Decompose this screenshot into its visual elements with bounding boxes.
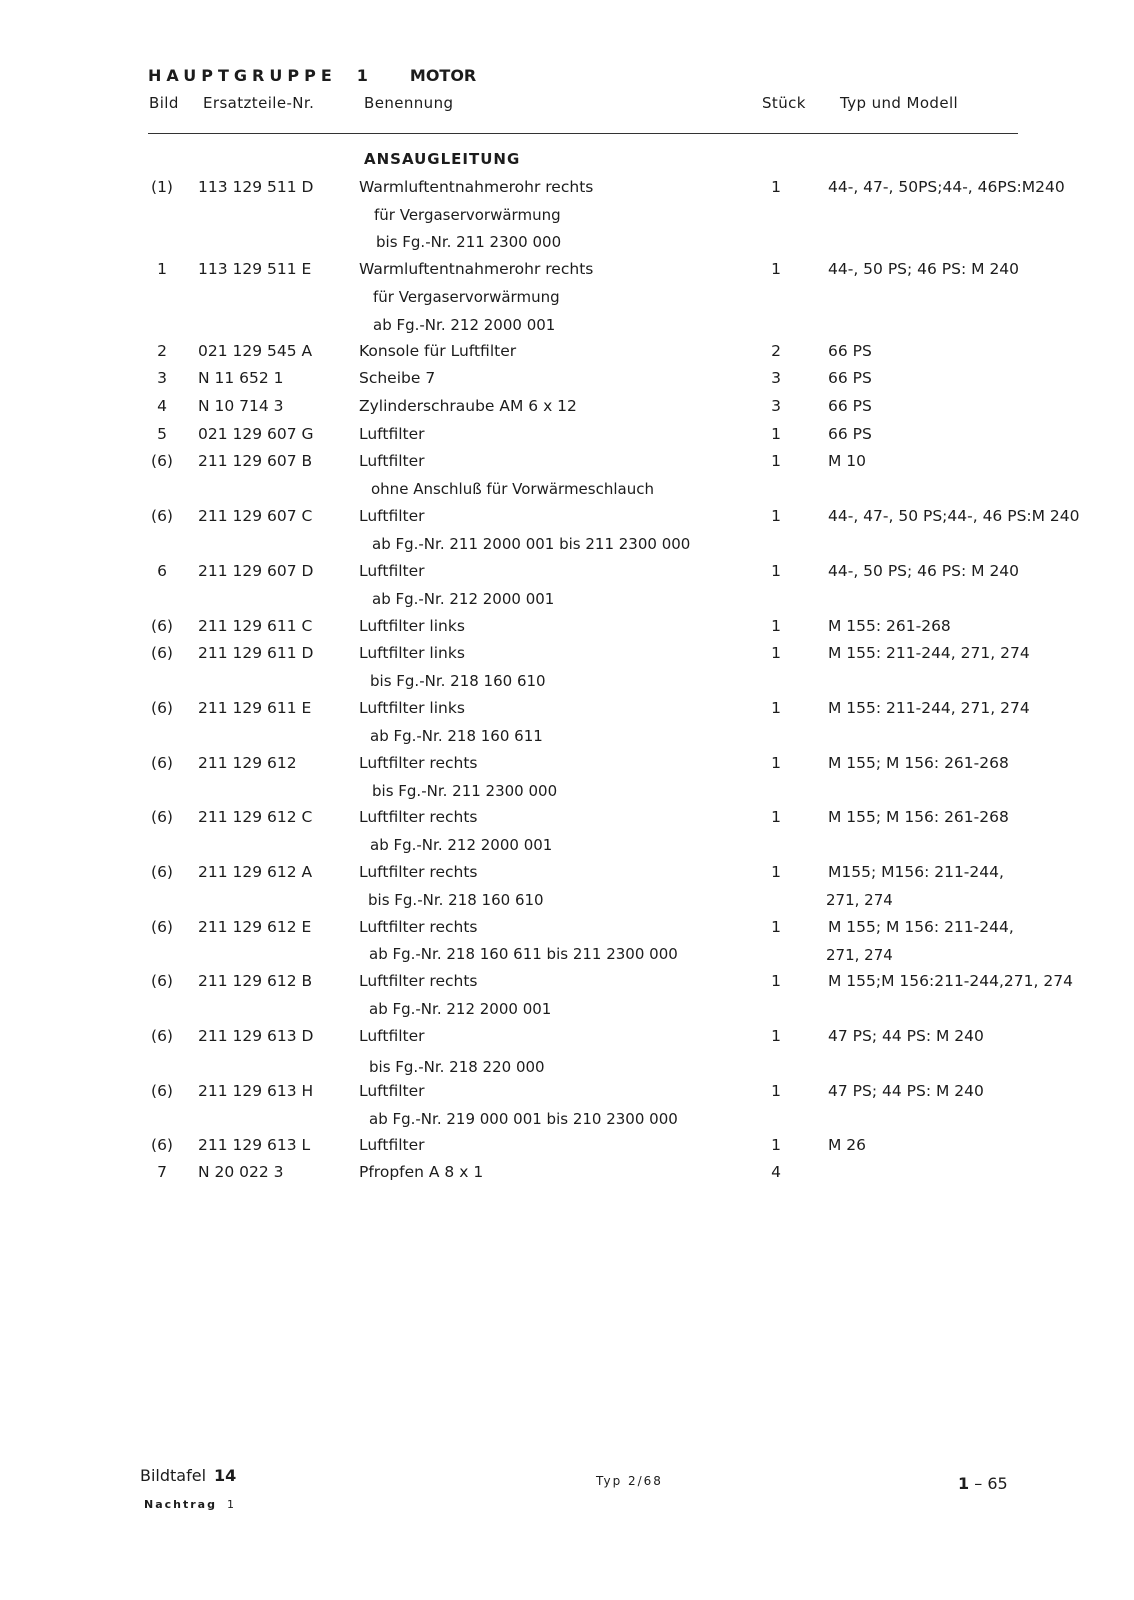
table-row bbox=[0, 972, 1134, 998]
row-type: M 155: 211-244, 271, 274 bbox=[828, 699, 1030, 717]
table-row bbox=[0, 369, 1134, 395]
row-description: Luftfilter bbox=[359, 1027, 425, 1045]
row-part-number: 113 129 511 D bbox=[198, 178, 314, 196]
row-type: M 155;M 156:211-244,271, 274 bbox=[828, 972, 1073, 990]
row-description: Zylinderschraube AM 6 x 12 bbox=[359, 397, 577, 415]
row-type: 44-, 47-, 50 PS;44-, 46 PS:M 240 bbox=[828, 507, 1080, 525]
table-row bbox=[0, 260, 1134, 286]
row-bild: 2 bbox=[157, 342, 167, 360]
supplement-number: 1 bbox=[226, 1498, 236, 1511]
row-quantity: 1 bbox=[771, 1082, 781, 1100]
page-number bbox=[958, 1474, 1008, 1493]
row-quantity: 1 bbox=[771, 1136, 781, 1154]
col-header-bild: Bild bbox=[149, 94, 179, 112]
table-row bbox=[0, 699, 1134, 725]
row-part-number: 211 129 613 H bbox=[198, 1082, 314, 1100]
row-bild: (6) bbox=[151, 507, 173, 525]
row-part-number: 211 129 612 C bbox=[198, 808, 313, 826]
row-note: bis Fg.-Nr. 218 220 000 bbox=[369, 1058, 545, 1076]
row-type: M 155: 261-268 bbox=[828, 617, 951, 635]
row-bild: (6) bbox=[151, 452, 173, 470]
table-row bbox=[0, 425, 1134, 451]
table-row bbox=[0, 1082, 1134, 1108]
row-part-number: 211 129 612 E bbox=[198, 918, 312, 936]
row-quantity: 1 bbox=[771, 562, 781, 580]
group-number: 1 bbox=[356, 66, 368, 85]
row-description: Luftfilter rechts bbox=[359, 972, 478, 990]
row-note: bis Fg.-Nr. 218 160 610 bbox=[368, 891, 544, 909]
row-note: für Vergaservorwärmung bbox=[373, 288, 560, 306]
row-note: ab Fg.-Nr. 212 2000 001 bbox=[369, 1000, 552, 1018]
row-bild: (6) bbox=[151, 918, 173, 936]
row-bild: 3 bbox=[157, 369, 167, 387]
row-type: 66 PS bbox=[828, 369, 872, 387]
row-note: ab Fg.-Nr. 212 2000 001 bbox=[372, 590, 555, 608]
row-type-continued: 271, 274 bbox=[826, 946, 893, 964]
row-part-number: 211 129 612 A bbox=[198, 863, 313, 881]
row-bild: (6) bbox=[151, 644, 173, 662]
row-bild: 1 bbox=[157, 260, 167, 278]
row-description: Luftfilter bbox=[359, 1136, 425, 1154]
table-row bbox=[0, 918, 1134, 944]
row-description: Luftfilter bbox=[359, 507, 425, 525]
table-row bbox=[0, 754, 1134, 780]
row-bild: (6) bbox=[151, 1082, 173, 1100]
row-description: Warmluftentnahmerohr rechts bbox=[359, 178, 594, 196]
plate-number: 14 bbox=[214, 1466, 237, 1485]
table-row bbox=[0, 617, 1134, 643]
row-quantity: 1 bbox=[771, 863, 781, 881]
row-description: Scheibe 7 bbox=[359, 369, 436, 387]
col-header-qty: Stück bbox=[762, 94, 806, 112]
row-bild: 6 bbox=[157, 562, 167, 580]
page-separator: – bbox=[974, 1474, 983, 1493]
row-bild: (6) bbox=[151, 1027, 173, 1045]
row-description: Konsole für Luftfilter bbox=[359, 342, 517, 360]
row-part-number: 211 129 611 C bbox=[198, 617, 313, 635]
table-row bbox=[0, 507, 1134, 533]
row-note: ohne Anschluß für Vorwärmeschlauch bbox=[371, 480, 654, 498]
table-row bbox=[0, 562, 1134, 588]
row-bild: (6) bbox=[151, 863, 173, 881]
row-bild: 7 bbox=[157, 1163, 167, 1181]
table-row bbox=[0, 863, 1134, 889]
table-row bbox=[0, 1027, 1134, 1053]
row-description: Luftfilter bbox=[359, 452, 425, 470]
row-quantity: 3 bbox=[771, 397, 781, 415]
row-part-number: N 11 652 1 bbox=[198, 369, 284, 387]
row-quantity: 1 bbox=[771, 178, 781, 196]
row-bild: (1) bbox=[151, 178, 173, 196]
row-part-number: 021 129 607 G bbox=[198, 425, 314, 443]
row-quantity: 3 bbox=[771, 369, 781, 387]
table-row bbox=[0, 178, 1134, 204]
row-part-number: 211 129 607 B bbox=[198, 452, 313, 470]
row-type: 66 PS bbox=[828, 425, 872, 443]
row-bild: (6) bbox=[151, 972, 173, 990]
row-type: 66 PS bbox=[828, 397, 872, 415]
table-row bbox=[0, 397, 1134, 423]
row-type: M 155; M 156: 211-244, bbox=[828, 918, 1014, 936]
row-type: M 10 bbox=[828, 452, 867, 470]
header-rule bbox=[148, 133, 1018, 134]
table-row bbox=[0, 644, 1134, 670]
row-quantity: 1 bbox=[771, 918, 781, 936]
table-row bbox=[0, 808, 1134, 834]
row-note: ab Fg.-Nr. 218 160 611 bis 211 2300 000 bbox=[369, 945, 678, 963]
row-quantity: 1 bbox=[771, 808, 781, 826]
row-type: M 155; M 156: 261-268 bbox=[828, 808, 1009, 826]
supplement-reference bbox=[144, 1498, 236, 1511]
row-quantity: 1 bbox=[771, 260, 781, 278]
row-description: Pfropfen A 8 x 1 bbox=[359, 1163, 484, 1181]
row-quantity: 1 bbox=[771, 617, 781, 635]
row-description: Luftfilter rechts bbox=[359, 863, 478, 881]
group-title: MOTOR bbox=[409, 66, 477, 85]
row-note: bis Fg.-Nr. 211 2300 000 bbox=[376, 233, 562, 251]
row-quantity: 2 bbox=[771, 342, 781, 360]
table-row bbox=[0, 342, 1134, 368]
row-description: Luftfilter links bbox=[359, 617, 465, 635]
page-number-value: 65 bbox=[987, 1474, 1008, 1493]
row-description: Warmluftentnahmerohr rechts bbox=[359, 260, 594, 278]
row-type: 66 PS bbox=[828, 342, 872, 360]
row-type: M155; M156: 211-244, bbox=[828, 863, 1004, 881]
row-quantity: 1 bbox=[771, 425, 781, 443]
row-quantity: 1 bbox=[771, 644, 781, 662]
row-part-number: 021 129 545 A bbox=[198, 342, 313, 360]
row-note: bis Fg.-Nr. 211 2300 000 bbox=[372, 782, 558, 800]
row-quantity: 1 bbox=[771, 1027, 781, 1045]
row-type: M 26 bbox=[828, 1136, 867, 1154]
row-quantity: 1 bbox=[771, 754, 781, 772]
group-label: HAUPTGRUPPE bbox=[148, 66, 337, 85]
row-note: ab Fg.-Nr. 212 2000 001 bbox=[370, 836, 553, 854]
row-quantity: 1 bbox=[771, 452, 781, 470]
row-description: Luftfilter bbox=[359, 1082, 425, 1100]
row-note: ab Fg.-Nr. 212 2000 001 bbox=[373, 316, 556, 334]
group-heading bbox=[148, 66, 476, 85]
row-type: 44-, 50 PS; 46 PS: M 240 bbox=[828, 260, 1020, 278]
row-part-number: 211 129 613 L bbox=[198, 1136, 311, 1154]
row-part-number: 211 129 612 bbox=[198, 754, 297, 772]
row-part-number: 211 129 611 E bbox=[198, 699, 312, 717]
type-date: Typ 2/68 bbox=[596, 1474, 663, 1488]
row-part-number: 211 129 613 D bbox=[198, 1027, 314, 1045]
row-type: 44-, 50 PS; 46 PS: M 240 bbox=[828, 562, 1020, 580]
row-quantity: 1 bbox=[771, 507, 781, 525]
row-type: M 155; M 156: 261-268 bbox=[828, 754, 1009, 772]
row-note: ab Fg.-Nr. 211 2000 001 bis 211 2300 000 bbox=[372, 535, 691, 553]
row-description: Luftfilter rechts bbox=[359, 808, 478, 826]
row-part-number: 113 129 511 E bbox=[198, 260, 312, 278]
row-bild: (6) bbox=[151, 808, 173, 826]
row-description: Luftfilter bbox=[359, 425, 425, 443]
row-type-continued: 271, 274 bbox=[826, 891, 893, 909]
col-header-name: Benennung bbox=[364, 94, 454, 112]
row-note: bis Fg.-Nr. 218 160 610 bbox=[370, 672, 546, 690]
row-description: Luftfilter rechts bbox=[359, 754, 478, 772]
section-title: ANSAUGLEITUNG bbox=[364, 150, 521, 168]
page-group: 1 bbox=[958, 1474, 970, 1493]
row-description: Luftfilter links bbox=[359, 644, 465, 662]
row-note: ab Fg.-Nr. 218 160 611 bbox=[370, 727, 543, 745]
row-type: 47 PS; 44 PS: M 240 bbox=[828, 1027, 984, 1045]
table-row bbox=[0, 1163, 1134, 1189]
row-bild: (6) bbox=[151, 1136, 173, 1154]
row-note: für Vergaservorwärmung bbox=[374, 206, 561, 224]
row-description: Luftfilter rechts bbox=[359, 918, 478, 936]
row-note: ab Fg.-Nr. 219 000 001 bis 210 2300 000 bbox=[369, 1110, 678, 1128]
table-row bbox=[0, 1136, 1134, 1162]
row-description: Luftfilter links bbox=[359, 699, 465, 717]
col-header-type: Typ und Modell bbox=[840, 94, 959, 112]
row-part-number: 211 129 612 B bbox=[198, 972, 313, 990]
row-bild: 4 bbox=[157, 397, 167, 415]
row-quantity: 1 bbox=[771, 699, 781, 717]
row-description: Luftfilter bbox=[359, 562, 425, 580]
row-bild: 5 bbox=[157, 425, 167, 443]
row-part-number: 211 129 611 D bbox=[198, 644, 314, 662]
table-row bbox=[0, 452, 1134, 478]
row-quantity: 4 bbox=[771, 1163, 781, 1181]
row-part-number: N 20 022 3 bbox=[198, 1163, 284, 1181]
col-header-nr: Ersatzteile-Nr. bbox=[203, 94, 315, 112]
plate-reference bbox=[140, 1466, 236, 1485]
row-part-number: 211 129 607 C bbox=[198, 507, 313, 525]
row-bild: (6) bbox=[151, 699, 173, 717]
row-bild: (6) bbox=[151, 754, 173, 772]
row-type: 44-, 47-, 50PS;44-, 46PS:M240 bbox=[828, 178, 1065, 196]
row-quantity: 1 bbox=[771, 972, 781, 990]
row-bild: (6) bbox=[151, 617, 173, 635]
row-type: 47 PS; 44 PS: M 240 bbox=[828, 1082, 984, 1100]
row-part-number: N 10 714 3 bbox=[198, 397, 284, 415]
row-type: M 155: 211-244, 271, 274 bbox=[828, 644, 1030, 662]
plate-label: Bildtafel bbox=[140, 1466, 207, 1485]
row-part-number: 211 129 607 D bbox=[198, 562, 314, 580]
supplement-label: Nachtrag bbox=[144, 1498, 217, 1511]
